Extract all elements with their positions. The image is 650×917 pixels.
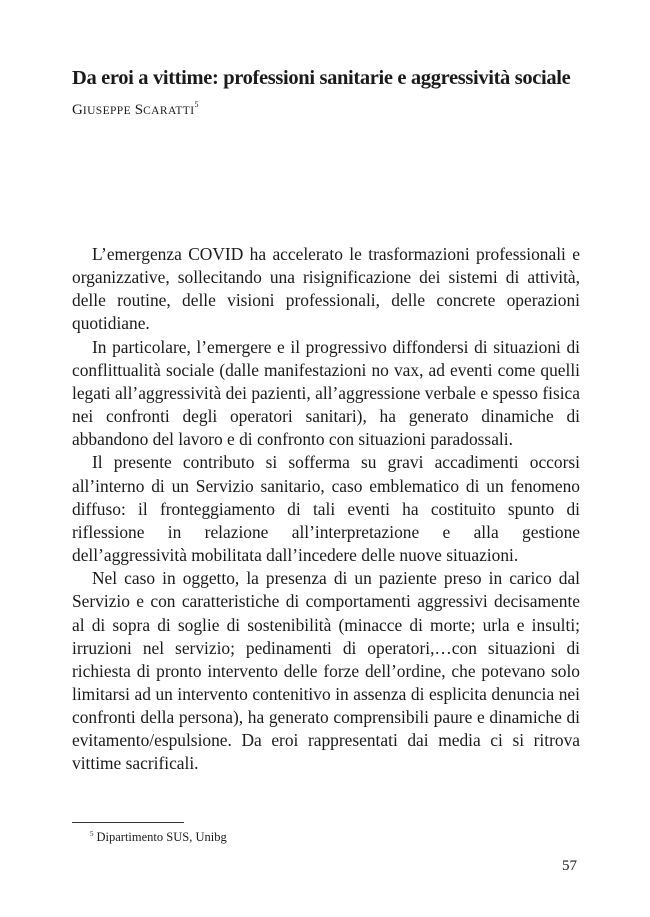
paragraph: Il presente contributo si sofferma su gravi accadimenti occorsi all’interno di un Servizio sanitario, caso emblematico di un fenomeno diffuso: il fronteggiamento di tali eventi ha costituito spunto di riflessione in relazione all’interpretazione e alla gestione dell’aggressività mobilitata dall’incedere delle nuove situazioni. [72, 452, 580, 566]
paragraph: L’emergenza COVID ha accelerato le trasformazioni professionali e organizzative, sollecitando una risignificazione dei sistemi di attività, delle routine, delle visioni professionali, delle concrete operazioni quotidiane. [72, 244, 580, 334]
paragraph: Nel caso in oggetto, la presenza di un paziente preso in carico dal Servizio e con caratteristiche di comportamenti aggressivi decisamente al di sopra di soglie di sostenibilità (minacce di morte; urla e insulti; irruzioni nel servizio; pedinamenti di operatori,…con situazioni di richiesta di pronto intervento delle forze dell’ordine, che potevano solo limitarsi ad un intervento contenitivo in assenza di esplicita denuncia nei confronti della persona), ha generato comprensibili paure e dinamiche di evitamento/espulsione. Da eroi rappresentati dai media ci si ritrova vittime sacrificali. [72, 568, 580, 774]
footnote-divider [72, 822, 184, 823]
paragraph: In particolare, l’emergere e il progressivo diffondersi di situazioni di conflittualità sociale (dalle manifestazioni no vax, ad eventi come quelli legati all’aggressività dei pazienti, all’aggressione verbale e spesso fisica nei confronti degli operatori sanitari), ha generato dinamiche di abbandono del lavoro e di confronto con situazioni paradossali. [72, 336, 580, 450]
author-last-rest: CARATTI [143, 105, 195, 117]
author-first-rest: IUSEPPE [82, 105, 132, 117]
author-first-initial: G [72, 102, 83, 118]
author-last-initial: S [134, 102, 144, 118]
article-body [72, 243, 580, 776]
footnote [90, 826, 227, 845]
footnote-mark: 5 [90, 830, 94, 838]
footnote-text: Dipartimento SUS, Unibg [96, 830, 227, 844]
footnote-reference: 5 [194, 100, 199, 109]
article-title: Da eroi a vittime: professioni sanitarie e aggressività sociale [72, 67, 571, 89]
page-number: 57 [562, 858, 577, 874]
author-name [72, 95, 198, 121]
